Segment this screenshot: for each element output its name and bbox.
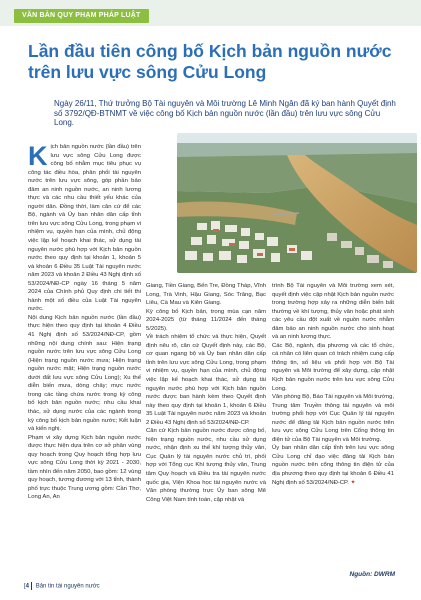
end-mark-icon: ✦ [350, 479, 356, 486]
publication-name: Bản tin tài nguyên nước [35, 583, 100, 590]
page-footer [24, 582, 100, 590]
source-credit: Nguồn: DWRM [349, 571, 395, 578]
drop-cap: K [28, 141, 48, 171]
paragraph: trình Bộ Tài nguyên và Môi trường xem xét, quyết định việc cập nhật Kịch bản nguồn nước trong trường hợp xảy ra những diễn biến bất thường về khí tượng, thủy văn hoặc phát sinh các yêu cầu đột xuất về nguồn nước nhằm đảm bảo an ninh nguồn nước cho sinh hoạt và an ninh lương thực. [272, 283, 394, 341]
article-column-2 [146, 282, 266, 504]
paragraph: Về trách nhiệm tổ chức và thực hiện, Quyết định nêu rõ, căn cứ Quyết định này, các Bộ, cơ quan ngang bộ và Ủy ban nhân dân cấp tỉnh trên lưu vực sông Cửu Long, trong phạm vi nhiệm vụ, quyền hạn của mình, chủ động việc lập kế hoạch khai thác, sử dụng tài nguyên nước phù hợp với Kịch bản nguồn nước được ban hành kèm theo Quyết định này theo quy định tại khoản 1, khoản 6 Điều 35 Luật Tài nguyên nước năm 2023 và khoản 2 Điều 43 Nghị định số 53/2024/NĐ-CP. [146, 334, 266, 426]
paragraph: Phạm vi xây dựng Kịch bản nguồn nước được thực hiện dựa trên cơ sở phân vùng quy hoạch trong Quy hoạch tổng hợp lưu vực sông Cửu Long thời kỳ 2021 - 2030, tầm nhìn đến năm 2050, bao gồm: 12 vùng quy hoạch, tương đương với 13 tỉnh, thành phố trực thuộc Trung ương gồm: Cần Thơ, Long An, An [28, 434, 141, 501]
article-lead: Ngày 26/11, Thứ trưởng Bộ Tài nguyên và Môi trường Lê Minh Ngân đã ký ban hành Quyết định số 3792/QĐ-BTNMT về việc công bố Kịch bản nguồn nước (lần đầu) trên lưu vực sông Cửu Long. [54, 99, 396, 128]
paragraph: Nội dung Kịch bản nguồn nước (lần đầu) thực hiện theo quy định tại khoản 4 Điều 41 Nghị định số 53/2024/NĐ-CP, gồm những nội dung chính sau: Hiện trạng nguồn nước trên lưu vực sông Cửu Long (Hiện trạng nguồn nước mưa; Hiện trạng nguồn nước mặt; Hiện trạng nguồn nước dưới đất lưu vực sông Cửu Long); Xu thế diễn biến mưa, dòng chảy; mực nước trong các tầng chứa nước trong kỳ công bố kịch bản nguồn nước; nhu cầu khai thác, sử dụng nước của các ngành trong kỳ công bố kịch bản nguồn nước; Kết luận và kiến nghị. [28, 314, 141, 433]
article-column-1 [28, 143, 141, 502]
article-headline: Lần đầu tiên công bố Kịch bản nguồn nước trên lưu vực sông Cửu Long [28, 41, 392, 82]
divider [31, 582, 32, 590]
paragraph: Kỳ công bố Kịch bản, trong mùa cạn năm 2024-2025 (từ tháng 11/2024 đến tháng 5/2025). [146, 308, 266, 332]
paragraph: Các Bộ, ngành, địa phương và các tổ chức, cá nhân có liên quan có trách nhiệm cung cấp thông tin, số liệu và phối hợp với Bộ Tài nguyên và Môi trường để xây dựng, cập nhật Kịch bản nguồn nước trên lưu vực sông Cửu Long. [272, 342, 394, 392]
paragraph: Ủy ban nhân dân cấp tỉnh trên lưu vực sông Cửu Long chỉ đạo việc đăng tải Kịch bản nguồn nước trên cổng thông tin điện tử của địa phương theo quy định tại khoản 6 Điều 41 Nghị định số 53/2024/NĐ-CP. ✦ [272, 445, 394, 486]
article-column-3 [272, 282, 394, 487]
paragraph: Kịch bản nguồn nước (lần đầu) trên lưu vực sông Cửu Long được công bố nhằm mục tiêu phục vụ công tác điều hòa, phân phối tài nguyên nước trên lưu vực sông, góp phần bảo đảm an ninh nguồn nước, an ninh lương thực và các nhu cầu thiết yếu khác của người dân. Đồng thời, làm căn cứ để các Bộ, ngành và Ủy ban nhân dân cấp tỉnh trên lưu vực sông Cửu Long, trong phạm vi nhiệm vụ, quyền hạn của mình, chủ động việc lập kế hoạch khai thác, sử dụng tài nguyên nước phù hợp với Kịch bản nguồn nước theo quy định tại khoản 1, khoản 5 và khoản 6 Điều 35 Luật Tài nguyên nước năm 2023 và khoản 2 Điều 43 Nghị định số 53/2024/NĐ-CP ngày 16 tháng 5 năm 2024 của Chính phủ Quy định chi tiết thi hành một số điều của Luật Tài nguyên nước. [28, 141, 142, 313]
aerial-river-town-photo [177, 133, 417, 273]
section-tag: VĂN BẢN QUY PHẠM PHÁP LUẬT [14, 9, 149, 23]
paragraph: Căn cứ Kịch bản nguồn nước được công bố, hiện trạng nguồn nước, nhu cầu sử dụng nước, nhận định xu thế khí tượng thủy văn, Cục Quản lý tài nguyên nước chủ trì, phối hợp với Tổng cục Khí tượng thủy văn, Trung tâm Quy hoạch và Điều tra tài nguyên nước quốc gia, Viện Khoa học tài nguyên nước và Văn phòng thường trực Ủy ban sông Mê Công Việt Nam tính toán, cập nhật và [146, 428, 266, 503]
paragraph: Văn phòng Bộ, Báo Tài nguyên và Môi trường, Trung tâm Truyền thông tài nguyên và môi trường phối hợp với Cục Quản lý tài nguyên nước để đăng tải Kịch bản nguồn nước trên lưu vực sông Cửu Long trên Cổng thông tin điện tử của Bộ Tài nguyên và Môi trường. [272, 394, 394, 443]
page-number-bracket-open: [ [24, 583, 26, 590]
article-photo [177, 133, 417, 273]
paragraph: Giang, Tiền Giang, Bến Tre, Đồng Tháp, Vĩnh Long, Trà Vinh, Hậu Giang, Sóc Trăng, Bạc Liêu, Cà Mau và Kiên Giang. [146, 283, 266, 307]
page-number: 4 [25, 583, 30, 590]
